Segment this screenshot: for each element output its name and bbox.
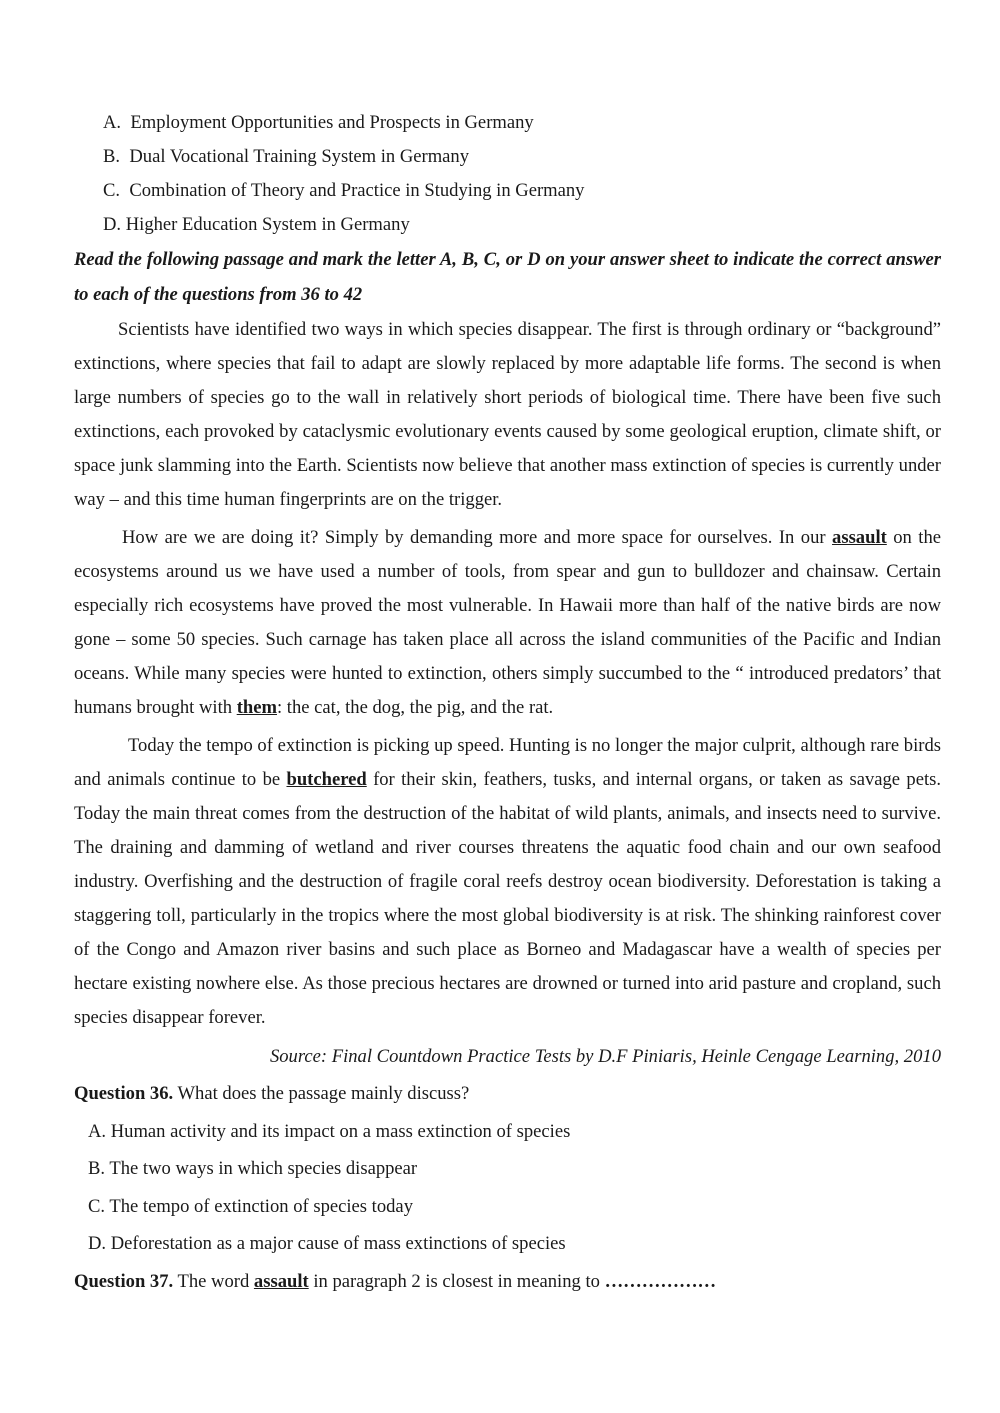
prev-question-options: [74, 106, 941, 242]
option-a[interactable]: A. Employment Opportunities and Prospects in Germany: [103, 112, 534, 133]
question-36: [74, 1075, 941, 1263]
option-c[interactable]: C. Combination of Theory and Practice in Studying in Germany: [103, 180, 585, 201]
highlighted-word-assault: assault: [832, 527, 887, 548]
paragraph-2: How are we are doing it? Simply by demanding more and more space for ourselves. In our assault on the ecosystems around us we have used a number of tools, from spear and gun to bulldozer and chainsaw. Certain especially rich ecosystems have proved the most vulnerable. In Hawaii more than half of the native birds are now gone – some 50 species. Such carnage has taken place all across the island communities of the Pacific and Indian oceans. While many species were hunted to extinction, others simply succumbed to the “ introduced predators’ that humans brought with them: the cat, the dog, the pig, and the rat.: [74, 527, 941, 718]
question-37-stem: Question 37. The word assault in paragraph 2 is closest in meaning to ………………: [74, 1270, 717, 1292]
paragraph-1: Scientists have identified two ways in which species disappear. The first is through ordinary or “background” extinctions, where species that fail to adapt are slowly replaced by more adaptable life forms. The second is when large numbers of species go to the wall in relatively short periods of biological time. There have been five such extinctions, each provoked by cataclysmic evolutionary events caused by some geological eruption, climate shift, or space junk slamming into the Earth. Scientists now believe that another mass extinction of species is currently under way – and this time human fingerprints are on the trigger.: [74, 319, 941, 510]
option-b[interactable]: B. Dual Vocational Training System in Germany: [103, 146, 470, 167]
q37-highlighted-word: assault: [253, 1270, 309, 1292]
q36-option-b[interactable]: B. The two ways in which species disappear: [88, 1158, 418, 1180]
q36-option-a[interactable]: A. Human activity and its impact on a mass extinction of species: [88, 1120, 571, 1142]
instruction: Read the following passage and mark the letter A, B, C, or D on your answer sheet to indicate the correct answer to each of the questions from 36 to 42: [74, 249, 941, 305]
option-d[interactable]: D. Higher Education System in Germany: [103, 214, 410, 235]
paragraph-3: Today the tempo of extinction is picking up speed. Hunting is no longer the major culprit, although rare birds and animals continue to be butchered for their skin, feathers, tusks, and internal organs, or taken as savage pets. Today the main threat comes from the destruction of the habitat of wild plants, animals, and insects need to survive. The draining and damming of wetland and river courses threatens the aquatic food chain and our own seafood industry. Overfishing and the destruction of fragile coral reefs destroy ocean biodiversity. Deforestation is taking a staggering toll, particularly in the tropics where the most global biodiversity is at risk. The shinking rainforest cover of the Congo and Amazon river basins and such place as Borneo and Madagascar have a wealth of species per hectare existing nowhere else. As those precious hectares are drowned or turned into arid pasture and cropland, such species disappear forever.: [74, 735, 941, 1028]
worksheet-page: [74, 106, 941, 1301]
q36-option-d[interactable]: D. Deforestation as a major cause of mass extinctions of species: [88, 1233, 566, 1255]
answer-blank: ………………: [604, 1270, 717, 1292]
passage-source: Source: Final Countdown Practice Tests by D.F Piniaris, Heinle Cengage Learning, 2010: [269, 1046, 941, 1067]
reading-passage: [74, 313, 941, 1035]
question-36-stem: Question 36. What does the passage mainly discuss?: [74, 1083, 470, 1104]
highlighted-word-butchered: butchered: [286, 769, 367, 790]
highlighted-word-them: them: [236, 697, 277, 718]
q36-option-c[interactable]: C. The tempo of extinction of species today: [88, 1195, 413, 1217]
